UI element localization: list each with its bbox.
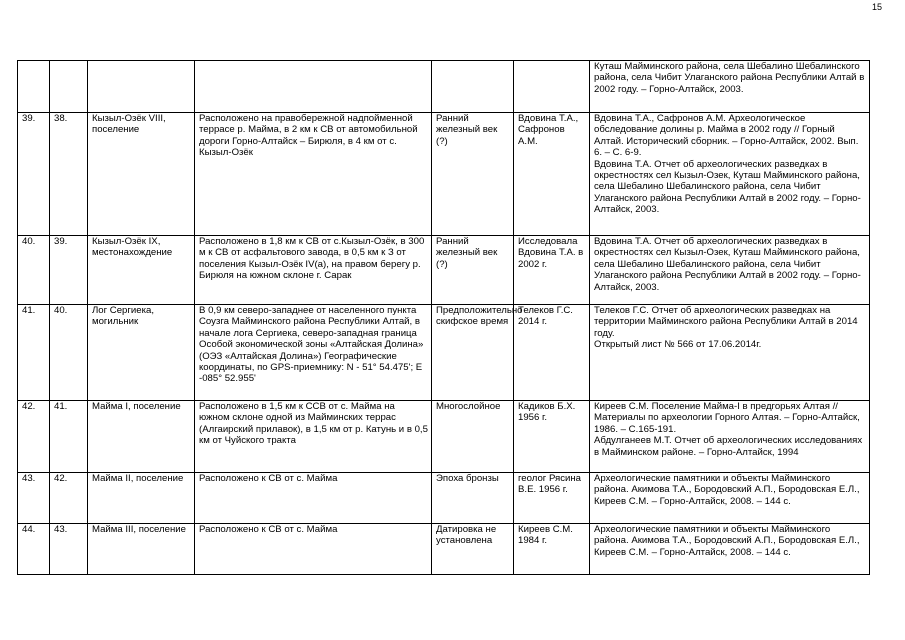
dating-cell: Предположительно скифское время — [432, 305, 514, 401]
monument-name-cell: Майма III, поселение — [88, 524, 195, 575]
sources-cell — [590, 401, 870, 473]
source-entry: Вдовина Т.А., Сафронов А.М. Археологическое обследование долины р. Майма в 2002 году // Горный Алтай. Исторический сборник. – Горно-Алтайск, 2002. Вып. 6. – С. 6-9. — [594, 113, 859, 159]
row-subnumber-cell: 38. — [50, 113, 88, 236]
source-entry: Археологические памятники и объекты Майминского района. Акимова Т.А., Бородовский А.П., Бородовская Е.Л., Киреев С.М. – Горно-Алтайск, 2008. – 144 с. — [594, 473, 860, 507]
researcher-cell: Кадиков Б.Х. 1956 г. — [514, 401, 590, 473]
row-number-cell: 44. — [18, 524, 50, 575]
row-subnumber-cell: 39. — [50, 236, 88, 305]
row-number-cell: 41. — [18, 305, 50, 401]
monument-name-cell: Кызыл-Озёк IX, местонахождение — [88, 236, 195, 305]
source-entry: Археологические памятники и объекты Майминского района. Акимова Т.А., Бородовский А.П., Бородовская Е.Л., Киреев С.М. – Горно-Алтайск, 2008. – 144 с. — [594, 524, 860, 558]
sources-cell — [590, 113, 870, 236]
table-row — [18, 61, 870, 113]
researcher-cell: Телеков Г.С. 2014 г. — [514, 305, 590, 401]
row-number-cell: 39. — [18, 113, 50, 236]
dating-cell — [432, 61, 514, 113]
location-cell: Расположено к СВ от с. Майма — [195, 473, 432, 524]
row-subnumber-cell: 43. — [50, 524, 88, 575]
location-cell — [195, 61, 432, 113]
monument-name-cell: Майма I, поселение — [88, 401, 195, 473]
monument-name-cell: Лог Сергиека, могильник — [88, 305, 195, 401]
table-row — [18, 113, 870, 236]
dating-cell: Ранний железный век (?) — [432, 236, 514, 305]
row-number-cell — [18, 61, 50, 113]
monuments-table — [17, 60, 870, 575]
row-number-cell: 43. — [18, 473, 50, 524]
location-cell: Расположено в 1,8 км к СВ от с.Кызыл-Озёк, в 300 м к СВ от асфальтового завода, в 0,5 км к З от поселения Кызыл-Озёк IV(а), на правом берегу р. Бирюля на южном склоне г. Сарак — [195, 236, 432, 305]
table-row — [18, 524, 870, 575]
source-entry: Куташ Майминского района, села Шебалино Шебалинского района, села Чибит Улаганского района Республики Алтай в 2002 году. – Горно-Алтайск, 2003. — [594, 61, 865, 95]
table-body — [18, 61, 870, 575]
row-subnumber-cell: 40. — [50, 305, 88, 401]
source-entry: Телеков Г.С. Отчет об археологических разведках на территории Майминского района Республики Алтай в 2014 году. — [594, 305, 858, 339]
researcher-cell: Киреев С.М. 1984 г. — [514, 524, 590, 575]
table-row — [18, 473, 870, 524]
location-cell: Расположено на правобережной надпойменной террасе р. Майма, в 2 км к СВ от автомобильной дороги Горно-Алтайск – Бирюля, в 4 км от с. Кызыл-Озёк — [195, 113, 432, 236]
monument-name-cell — [88, 61, 195, 113]
dating-cell: Ранний железный век (?) — [432, 113, 514, 236]
source-entry: Абдулганеев М.Т. Отчет об археологических исследованиях в Майминском районе. – Горно-Алтайск, 1994 — [594, 435, 863, 458]
row-number-cell: 42. — [18, 401, 50, 473]
row-subnumber-cell: 41. — [50, 401, 88, 473]
sources-cell — [590, 305, 870, 401]
table-row — [18, 305, 870, 401]
dating-cell: Датировка не установлена — [432, 524, 514, 575]
monument-name-cell: Кызыл-Озёк VIII, поселение — [88, 113, 195, 236]
location-cell: В 0,9 км северо-западнее от населенного пункта Соузга Майминского района Республики Алтай, в начале лога Сергиека, северо-западная граница Особой экономической зоны «Алтайская Долина» (ОЭЗ «Алтайская Долина») Географические координаты, по GPS-приемнику: N - 51° 54.475'; E -085° 52.955' — [195, 305, 432, 401]
sources-cell — [590, 61, 870, 113]
dating-cell: Многослойное — [432, 401, 514, 473]
source-entry: Вдовина Т.А. Отчет об археологических разведках в окрестностях сел Кызыл-Озек, Куташ Майминского района, села Шебалино Шебалинского района, села Чибит Улаганского района Республики Алтай в 2002 году. – Горно-Алтайск, 2003. — [594, 158, 861, 216]
monument-name-cell: Майма II, поселение — [88, 473, 195, 524]
source-entry: Вдовина Т.А. Отчет об археологических разведках в окрестностях сел Кызыл-Озек, Куташ Майминского района, села Шебалино Шебалинского района, села Чибит Улаганского района Республики Алтай в 2002 году. – Горно-Алтайск, 2003. — [594, 236, 861, 293]
source-entry: Киреев С.М. Поселение Майма-I в предгорьях Алтая // Материалы по археологии Горного Алтая. – Горно-Алтайск, 1986. – С.165-191. — [594, 401, 860, 435]
location-cell: Расположено к СВ от с. Майма — [195, 524, 432, 575]
location-cell: Расположено в 1,5 км к ССВ от с. Майма на южном склоне одной из Майминских террас (Алгаирский прилавок), в 1,5 км от р. Катунь и в 0,5 км от Чуйского тракта — [195, 401, 432, 473]
table-row — [18, 236, 870, 305]
researcher-cell: Исследовала Вдовина Т.А. в 2002 г. — [514, 236, 590, 305]
row-subnumber-cell: 42. — [50, 473, 88, 524]
sources-cell — [590, 236, 870, 305]
row-subnumber-cell — [50, 61, 88, 113]
sources-cell — [590, 524, 870, 575]
source-entry: Открытый лист № 566 от 17.06.2014г. — [594, 339, 762, 351]
dating-cell: Эпоха бронзы — [432, 473, 514, 524]
researcher-cell: геолог Рясина В.Е. 1956 г. — [514, 473, 590, 524]
sources-cell — [590, 473, 870, 524]
row-number-cell: 40. — [18, 236, 50, 305]
page-number: 15 — [872, 2, 883, 12]
table-row — [18, 401, 870, 473]
researcher-cell: Вдовина Т.А., Сафронов А.М. — [514, 113, 590, 236]
researcher-cell — [514, 61, 590, 113]
